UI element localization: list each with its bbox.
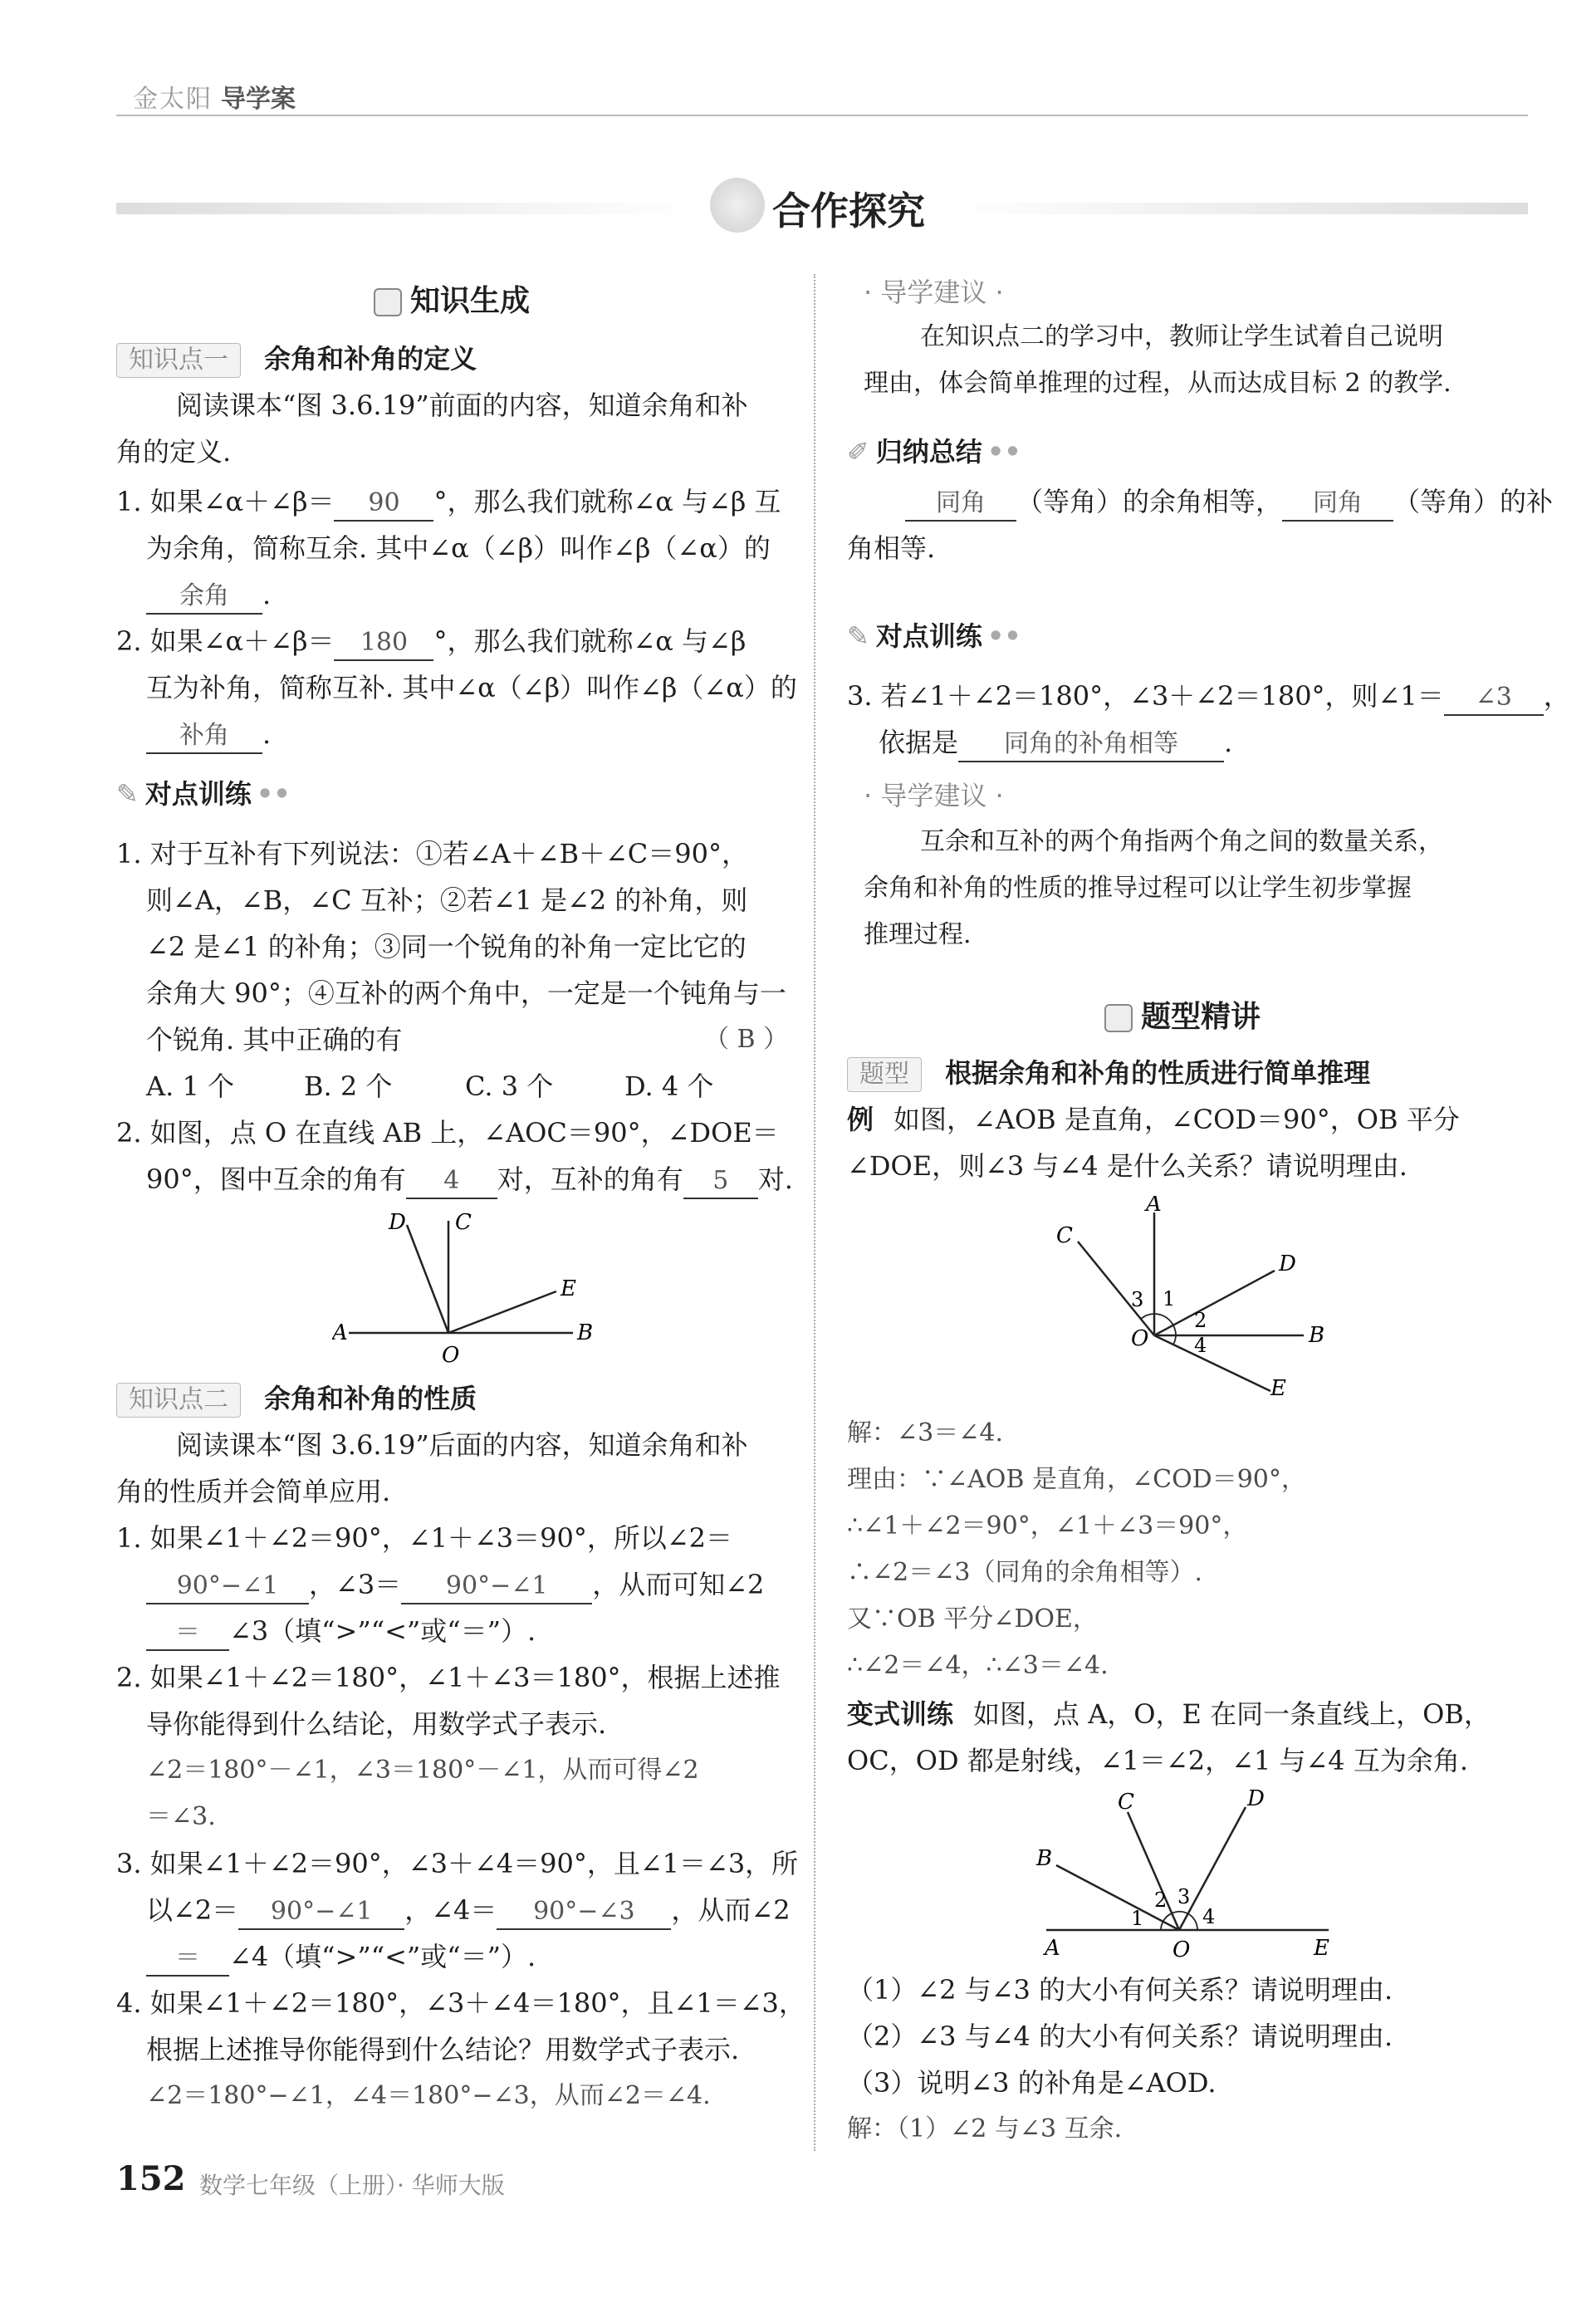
answer-blank: 余角 xyxy=(146,580,262,615)
fig1-label-a: A xyxy=(332,1320,348,1345)
brand-subtitle: 导学案 xyxy=(221,85,296,114)
kp1-q1-line1: 1. 如果∠α＋∠β＝ 90 °，那么我们就称∠α 与∠β 互 xyxy=(116,485,781,522)
section-title-types: 题型精讲 xyxy=(1104,993,1261,1036)
t3-line2: 依据是 同角的补角相等 . xyxy=(879,726,1232,762)
guide2-line1: 互余和互补的两个角指两个角之间的数量关系， xyxy=(920,827,1443,856)
p1-line2: 90°−∠1 ，∠3＝ 90°−∠1 ，从而可知∠2 xyxy=(146,1568,764,1604)
p4-line1: 4. 如果∠1＋∠2＝180°，∠3＋∠4＝180°，且∠1＝∠3， xyxy=(116,1987,805,2019)
guide2-line2: 余角和补角的性质的推导过程可以让学生初步掌握 xyxy=(864,874,1412,903)
p1-line3: ＝ ∠3（填“>”“<”或“＝”）. xyxy=(146,1614,536,1651)
t3-line1: 3. 若∠1＋∠2＝180°，∠3＋∠2＝180°，则∠1＝ ∠3 ， xyxy=(847,679,1570,716)
t1-answer: （ B ） xyxy=(704,1025,789,1054)
t2-line2: 90°，图中互余的角有 4 对，互补的角有 5 对. xyxy=(146,1163,793,1199)
fig3-label-d: D xyxy=(1247,1789,1265,1811)
variant-line2: OC，OD 都是射线，∠1＝∠2，∠1 与∠4 互为余角. xyxy=(847,1745,1468,1776)
solution-line3: ∴∠1＋∠2＝90°，∠1＋∠3＝90°， xyxy=(847,1511,1248,1541)
question-1: （1）∠2 与∠3 的大小有何关系？请说明理由. xyxy=(847,1974,1393,2006)
book-subject: 数学七年级（上册）· 华师大版 xyxy=(199,2172,505,2199)
pencil-icon: ✎ xyxy=(116,778,139,810)
p3-line3: ＝ ∠4（填“>”“<”或“＝”）. xyxy=(146,1940,536,1977)
guide2-title: · 导学建议 · xyxy=(864,780,1004,811)
column-divider xyxy=(814,274,815,2151)
p2-line1: 2. 如果∠1＋∠2＝180°，∠1＋∠3＝180°，根据上述推 xyxy=(116,1662,781,1693)
guide2-line3: 推理过程. xyxy=(864,920,972,949)
t1-line4: 余角大 90°；④互补的两个角中，一定是一个钝角与一 xyxy=(146,977,786,1009)
kp2-intro-2: 角的性质并会简单应用. xyxy=(116,1476,391,1507)
t1-option-a: A. 1 个 xyxy=(146,1070,234,1102)
guide1-title: · 导学建议 · xyxy=(864,277,1004,308)
solution-line5: 又∵OB 平分∠DOE， xyxy=(847,1604,1098,1634)
pencil-icon: ✎ xyxy=(847,620,869,652)
answer-blank: ＝ xyxy=(146,1616,229,1651)
answer-blank: 90°−∠1 xyxy=(146,1570,309,1604)
fig1-label-b: B xyxy=(577,1320,594,1345)
magnifier-icon xyxy=(710,178,765,233)
kp1-q2-line1: 2. 如果∠α＋∠β＝ 180 °，那么我们就称∠α 与∠β xyxy=(116,625,746,661)
p2-answer-2: ＝∠3. xyxy=(146,1802,216,1831)
answer-blank: ＝ xyxy=(146,1942,229,1977)
fig3-label-4: 4 xyxy=(1202,1905,1216,1928)
banner-title: 合作探究 xyxy=(772,189,925,233)
guide1-line1: 在知识点二的学习中，教师让学生试着自己说明 xyxy=(920,322,1443,351)
answer-blank: 180 xyxy=(334,626,433,661)
kp2-tag: 知识点二 xyxy=(116,1383,241,1418)
t1-line1: 1. 对于互补有下列说法：①若∠A＋∠B＋∠C＝90°， xyxy=(116,838,748,870)
fig2-label-d: D xyxy=(1279,1252,1296,1276)
fig2-label-b: B xyxy=(1309,1323,1325,1348)
train-title-right: ✎ 对点训练 •• xyxy=(847,620,1021,652)
p3-line1: 3. 如果∠1＋∠2＝90°，∠3＋∠4＝90°，且∠1＝∠3，所 xyxy=(116,1848,799,1879)
brand-name: 金太阳 xyxy=(133,85,213,114)
fig3-label-b: B xyxy=(1036,1846,1053,1871)
section-title-knowledge: 知识生成 xyxy=(374,277,530,320)
answer-blank: 90°−∠3 xyxy=(497,1895,671,1930)
kp1-title: 余角和补角的定义 xyxy=(264,343,477,375)
train-title-left: ✎ 对点训练 •• xyxy=(116,778,291,810)
solution-line6: ∴∠2＝∠4，∴∠3＝∠4. xyxy=(847,1651,1109,1680)
p2-line2: 导你能得到什么结论，用数学式子表示. xyxy=(146,1708,607,1740)
fig1-label-d: D xyxy=(389,1210,406,1235)
answer-blank: 90°−∠1 xyxy=(401,1570,592,1604)
fig3-label-a: A xyxy=(1045,1936,1060,1961)
answer-blank: 同角的补角相等 xyxy=(958,727,1224,762)
fig2-label-4: 4 xyxy=(1194,1334,1207,1357)
fig3-label-o: O xyxy=(1173,1937,1191,1962)
p3-line2: 以∠2＝ 90°−∠1 ，∠4＝ 90°−∠3 ，从而∠2 xyxy=(146,1893,791,1930)
t1-line5: 个锐角. 其中正确的有 xyxy=(146,1024,403,1056)
fig1-label-e: E xyxy=(561,1276,576,1301)
example-line2: ∠DOE，则∠3 与∠4 是什么关系？请说明理由. xyxy=(847,1150,1408,1182)
summary-line1: 同角 （等角）的余角相等， 同角 （等角）的补 xyxy=(905,485,1553,522)
fig3-label-c: C xyxy=(1118,1790,1134,1815)
kp1-q2-line2: 互为补角，简称互补. 其中∠α（∠β）叫作∠β（∠α）的 xyxy=(146,672,797,703)
figure-3-diagram xyxy=(1030,1789,1345,1963)
t1-option-c: C. 3 个 xyxy=(465,1070,554,1102)
fig1-label-o: O xyxy=(442,1343,460,1368)
figure-1-diagram xyxy=(332,1204,598,1370)
kp2-title: 余角和补角的性质 xyxy=(264,1383,477,1414)
footer xyxy=(116,2159,947,2209)
type-tag: 题型 xyxy=(847,1057,922,1092)
p4-answer: ∠2＝180°−∠1，∠4＝180°−∠3，从而∠2＝∠4. xyxy=(146,2081,711,2110)
kp2-intro-1: 阅读课本“图 3.6.19”后面的内容，知道余角和补 xyxy=(176,1429,748,1461)
fig3-label-e: E xyxy=(1314,1936,1329,1961)
fig2-label-3: 3 xyxy=(1131,1288,1144,1311)
solution-line2: 理由：∵∠AOB 是直角，∠COD＝90°， xyxy=(847,1465,1306,1494)
kp1-tag: 知识点一 xyxy=(116,343,241,378)
fig2-label-c: C xyxy=(1056,1223,1073,1248)
kp1-q1-line2: 为余角，简称互余. 其中∠α（∠β）叫作∠β（∠α）的 xyxy=(146,532,771,564)
fig2-label-1: 1 xyxy=(1163,1287,1176,1310)
answer-blank: 同角 xyxy=(1282,487,1393,522)
type-heading xyxy=(847,1056,1370,1092)
summary-title: ✐ 归纳总结 •• xyxy=(847,436,1021,468)
guide1-line2: 理由，体会简单推理的过程，从而达成目标 2 的教学. xyxy=(864,369,1452,398)
kp1-intro-2: 角的定义. xyxy=(116,436,232,468)
fig2-label-o: O xyxy=(1131,1326,1149,1351)
header-bar xyxy=(116,71,1528,121)
answer-blank: 4 xyxy=(406,1164,497,1199)
solution-line1: 解：∠3＝∠4. xyxy=(847,1418,1003,1448)
kp1-q2-line3: 补角 . xyxy=(146,718,271,754)
summary-line2: 角相等. xyxy=(847,532,936,564)
book-icon xyxy=(1104,1004,1133,1032)
type-title: 根据余角和补角的性质进行简单推理 xyxy=(945,1057,1371,1089)
fig3-label-3: 3 xyxy=(1177,1885,1191,1908)
fig1-label-c: C xyxy=(455,1210,472,1235)
kp1-intro-1: 阅读课本“图 3.6.19”前面的内容，知道余角和补 xyxy=(176,389,748,421)
t1-option-b: B. 2 个 xyxy=(304,1070,393,1102)
p1-line1: 1. 如果∠1＋∠2＝90°，∠1＋∠3＝90°，所以∠2＝ xyxy=(116,1522,733,1554)
variant-line1: 变式训练 如图，点 A，O，E 在同一条直线上，OB， xyxy=(847,1698,1491,1730)
t1-option-d: D. 4 个 xyxy=(624,1070,714,1102)
book-icon xyxy=(374,288,402,316)
fig2-label-a: A xyxy=(1146,1196,1162,1217)
t1-line2: 则∠A，∠B，∠C 互补；②若∠1 是∠2 的补角，则 xyxy=(146,884,748,916)
fig3-label-1: 1 xyxy=(1131,1907,1144,1930)
answer-blank: 90°−∠1 xyxy=(238,1895,404,1930)
example-line1: 例 如图，∠AOB 是直角，∠COD＝90°，OB 平分 xyxy=(847,1104,1460,1135)
answer-blank: 同角 xyxy=(905,487,1016,522)
fig2-label-2: 2 xyxy=(1194,1309,1207,1332)
p4-line2: 根据上述推导你能得到什么结论？用数学式子表示. xyxy=(146,2034,740,2065)
fig3-label-2: 2 xyxy=(1154,1888,1168,1912)
banner xyxy=(116,174,1528,241)
p2-answer-1: ∠2＝180°－∠1，∠3＝180°－∠1，从而可得∠2 xyxy=(146,1756,699,1785)
answer-blank: 5 xyxy=(683,1164,758,1199)
figure-2-diagram xyxy=(1055,1196,1337,1412)
answer-start: 解：（1）∠2 与∠3 互余. xyxy=(847,2114,1123,2143)
answer-blank: 补角 xyxy=(146,719,262,754)
question-2: （2）∠3 与∠4 的大小有何关系？请说明理由. xyxy=(847,2021,1393,2052)
t1-line3: ∠2 是∠1 的补角；③同一个锐角的补角一定比它的 xyxy=(146,931,747,963)
kp2-heading xyxy=(116,1382,477,1418)
page-number: 152 xyxy=(116,2159,186,2198)
t2-line1: 2. 如图，点 O 在直线 AB 上，∠AOC＝90°，∠DOE＝ xyxy=(116,1117,779,1149)
solution-line4: ∴∠2＝∠3（同角的余角相等）. xyxy=(847,1558,1202,1587)
answer-blank: 90 xyxy=(334,487,433,522)
answer-blank: ∠3 xyxy=(1444,681,1544,716)
kp1-heading xyxy=(116,342,477,378)
leaf-icon: ✐ xyxy=(847,436,869,468)
question-3: （3）说明∠3 的补角是∠AOD. xyxy=(847,2067,1217,2099)
fig2-label-e: E xyxy=(1270,1376,1286,1401)
kp1-q1-line3: 余角 . xyxy=(146,578,271,615)
